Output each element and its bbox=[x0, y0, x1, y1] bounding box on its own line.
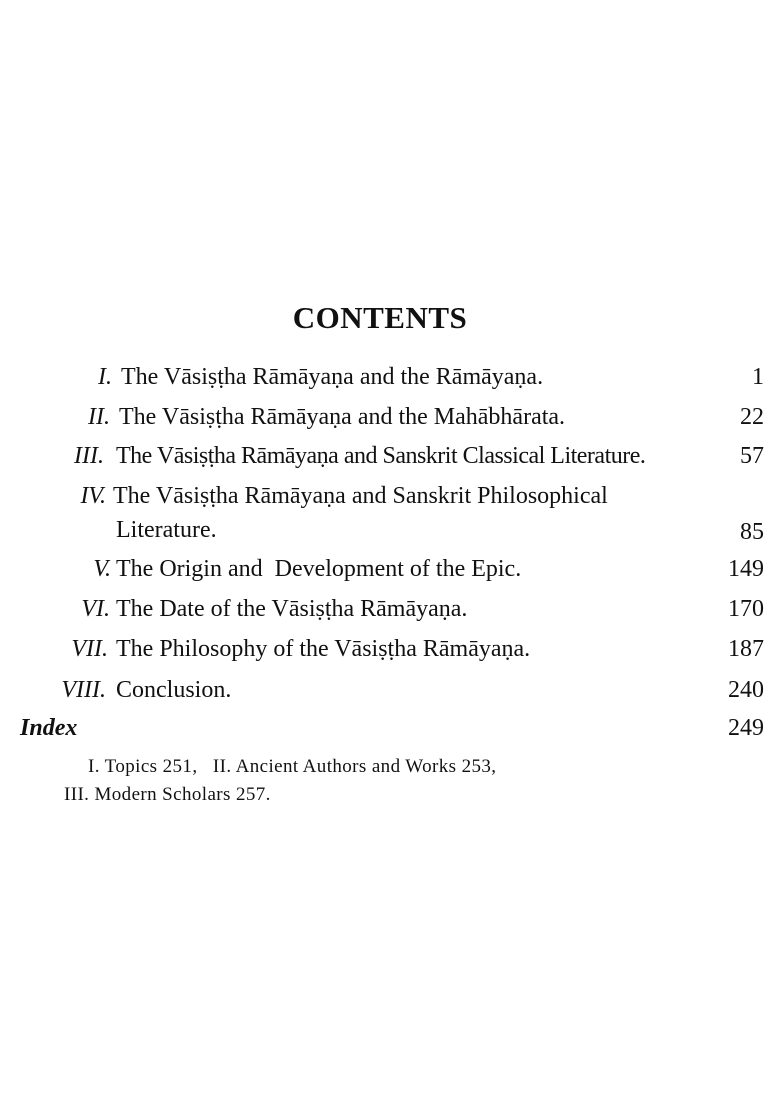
chapter-number: VI. bbox=[81, 596, 110, 622]
page-number: 149 bbox=[728, 556, 764, 582]
page-number: 85 bbox=[740, 519, 764, 545]
page-number: 1 bbox=[752, 364, 764, 390]
chapter-title: The Vāsiṣṭha Rāmāyaṇa and Sanskrit Philosophical bbox=[113, 483, 608, 509]
page-number: 187 bbox=[728, 636, 764, 662]
toc-entry bbox=[0, 482, 780, 552]
index-subsections: I. Topics 251, II. Ancient Authors and Works 253, bbox=[88, 756, 497, 777]
chapter-title: The Philosophy of the Vāsiṣṭha Rāmāyaṇa. bbox=[116, 636, 531, 662]
chapter-title: The Origin and Development of the Epic. bbox=[116, 556, 522, 582]
page-number: 57 bbox=[740, 443, 764, 469]
chapter-number: V. bbox=[93, 556, 111, 582]
page-title: CONTENTS bbox=[292, 300, 468, 335]
chapter-title: The Vāsiṣṭha Rāmāyaṇa and Sanskrit Classical Literature. bbox=[116, 443, 646, 469]
page-number: 240 bbox=[728, 677, 764, 703]
page-number: 22 bbox=[740, 404, 764, 430]
chapter-number: I. bbox=[98, 364, 112, 390]
chapter-number: VIII. bbox=[61, 677, 106, 703]
chapter-title: The Date of the Vāsiṣṭha Rāmāyaṇa. bbox=[116, 596, 468, 622]
chapter-number: IV. bbox=[80, 483, 106, 509]
chapter-title-continued: Literature. bbox=[116, 517, 217, 543]
chapter-number: II. bbox=[88, 404, 110, 430]
page-number: 249 bbox=[728, 715, 764, 741]
index-label: Index bbox=[20, 715, 78, 741]
chapter-number: VII. bbox=[71, 636, 108, 662]
page-number: 170 bbox=[728, 596, 764, 622]
index-subsections-continued: III. Modern Scholars 257. bbox=[64, 784, 271, 805]
chapter-title: Conclusion. bbox=[116, 677, 232, 703]
chapter-title: The Vāsiṣṭha Rāmāyaṇa and the Rāmāyaṇa. bbox=[121, 364, 544, 390]
chapter-title: The Vāsiṣṭha Rāmāyaṇa and the Mahābhārata. bbox=[119, 404, 566, 430]
chapter-number: III. bbox=[74, 443, 104, 469]
